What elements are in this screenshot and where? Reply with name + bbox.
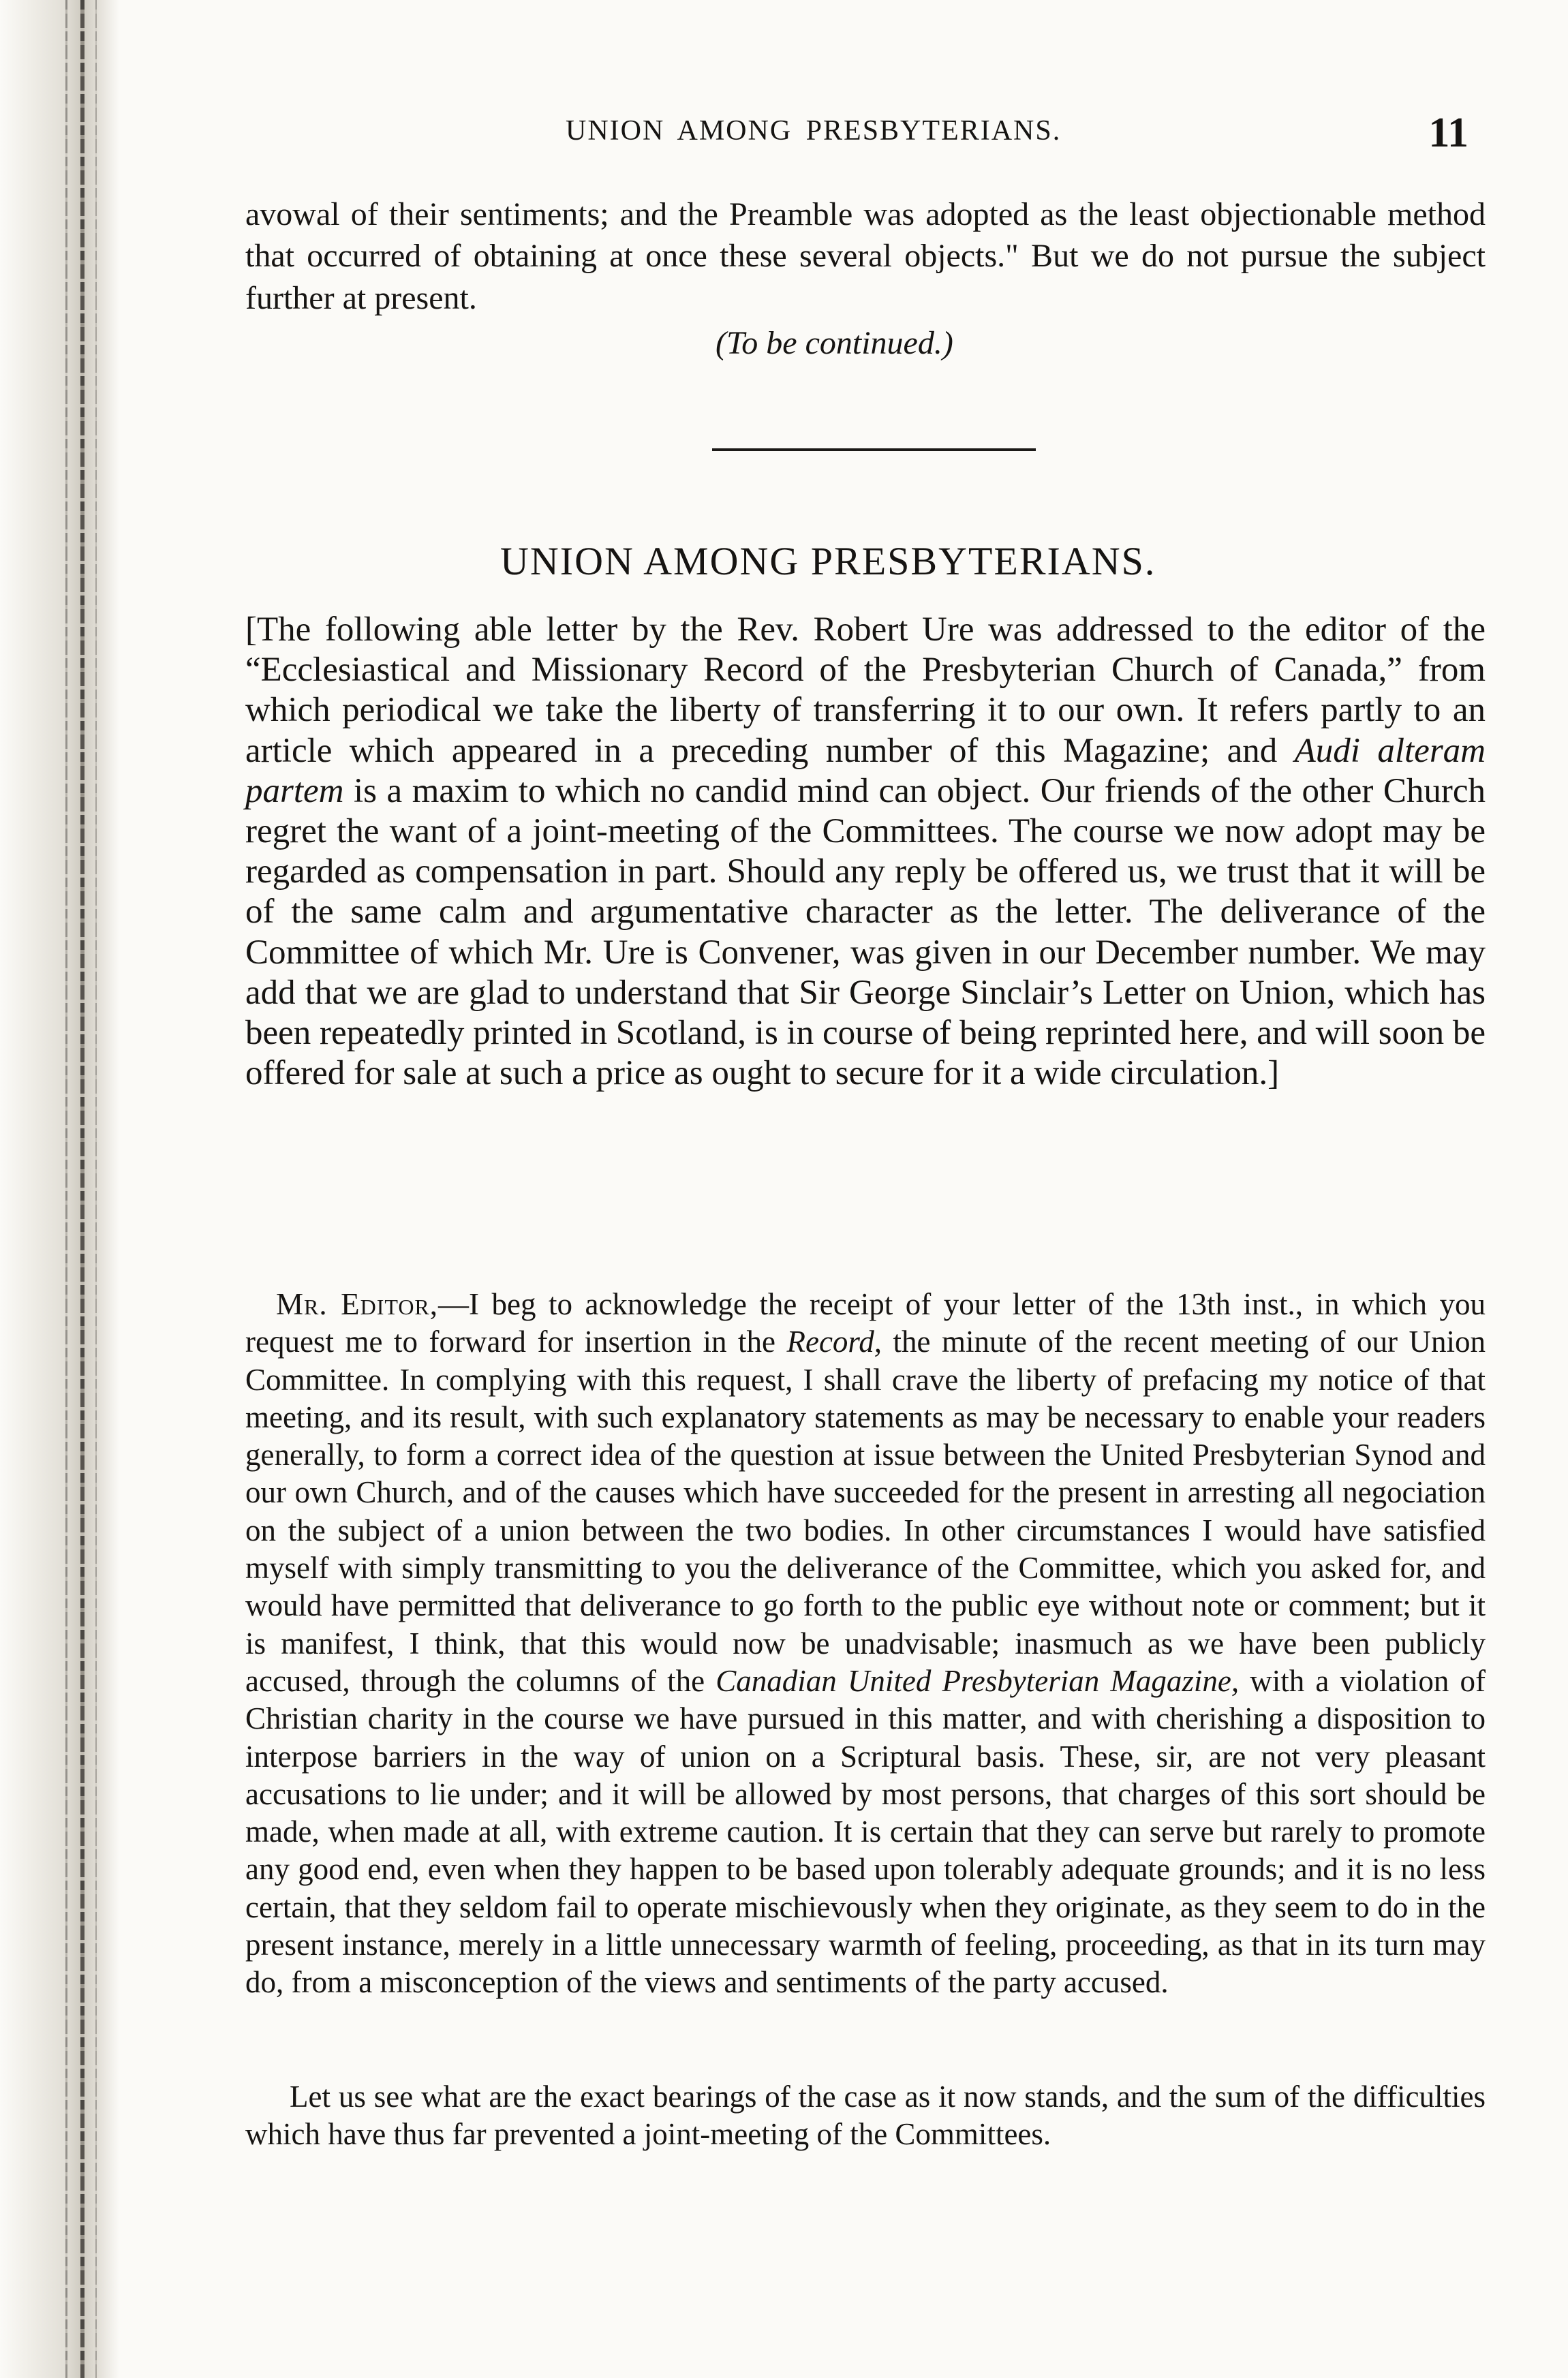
binding-edge-shadow (80, 0, 84, 2378)
editorial-introduction (245, 610, 1486, 1094)
latin-maxim: Audi alteram partem (245, 731, 1486, 810)
letter-body (245, 1286, 1486, 2002)
continuation-paragraph: avowal of their sentiments; and the Preamble was adopted as the least objectionable method that occurred of obtaining at once these several objects." But we do not pursue the subject further at present. (245, 196, 1486, 316)
letter-closing-paragraph: Let us see what are the exact bearings of the case as it now stands, and the sum of the difficulties which have thus far prevented a joint-meeting of the Committees. (245, 2080, 1486, 2152)
magazine-title: Canadian United Presbyterian Magazine, (716, 1663, 1240, 1698)
binding-edge-mark (65, 0, 67, 2378)
article-title: UNION AMONG PRESBYTERIANS. (500, 539, 1156, 583)
page-number: 11 (1428, 110, 1469, 156)
letter-text-part-3: with a violation of Christian charity in the course we have pursued in this matter, and with cherishing a disposition to interpose barriers in the way of union on a Scriptural basis. These, sir, are not very pleasant accusations to lie under; and it will be allowed by most persons, that charges of this sort should be made, when made at all, with extreme caution. It is certain that they can serve but rarely to promote any good end, even when they happen to be based upon tolerably adequate grounds; and it is no less certain, that they seldom fail to operate mischievously when they originate, as they seem to do in the present instance, merely in a little unnecessary warmth of feeling, proceeding, as that in its turn may do, from a misconception of the views and sentiments of the party accused. (245, 1663, 1486, 2000)
intro-text-start: [The following able letter by the Rev. Robert Ure was addressed to the editor of the “Ecclesiastical and Missionary Record of the Presbyterian Church of Canada,” from which periodical we take the liberty of transferring it to our own. It refers partly to an article which appeared in a preceding number of this Magazine; and (245, 611, 1486, 770)
running-title: UNION AMONG PRESBYTERIANS. (566, 115, 1062, 146)
letter-text-part-1: —I beg to acknowledge the receipt of your letter of the 13th inst., in which you request me to forward for insertion in the (245, 1287, 1486, 1359)
section-divider-rule (712, 448, 1036, 451)
letter-text-part-2: the minute of the recent meeting of our Union Committee. In complying with this request, I shall crave the liberty of prefacing my notice of that meeting, and its result, with such explanatory statements as may be necessary to enable your readers generally, to form a correct idea of the question at issue between the United Presbyterian Synod and our own Church, and of the causes which have succeeded for the present in arresting all negociation on the subject of a union between the two bodies. In other circumstances I would have satisfied myself with simply transmitting to you the deliverance of the Committee, which you asked for, and would have permitted that deliverance to go forth to the public eye without note or comment; but it is manifest, I think, that this would now be unadvisable; inasmuch as we have been publicly accused, through the columns of the (245, 1325, 1486, 1698)
running-head (245, 110, 1472, 162)
record-title: Record, (786, 1325, 882, 1359)
intro-text-end: is a maxim to which no candid mind can object. Our friends of the other Church regret the want of a joint-meeting of the Committees. The course we now adopt may be regarded as compensation in part. Should any reply be offered us, we trust that it will be of the same calm and argumentative character as the letter. The deliverance of the Committee of which Mr. Ure is Convener, was given in our December number. We may add that we are glad to understand that Sir George Sinclair’s Letter on Union, which has been repeatedly printed in Scotland, is in course of being reprinted here, and will soon be offered for sale at such a price as ought to secure for it a wide circulation.] (245, 771, 1486, 1093)
to-be-continued-note: (To be continued.) (716, 325, 953, 361)
binding-edge-mark-inner (95, 0, 97, 2378)
letter-salutation: Mr. Editor, (276, 1287, 439, 1321)
binding-gutter (0, 0, 119, 2378)
